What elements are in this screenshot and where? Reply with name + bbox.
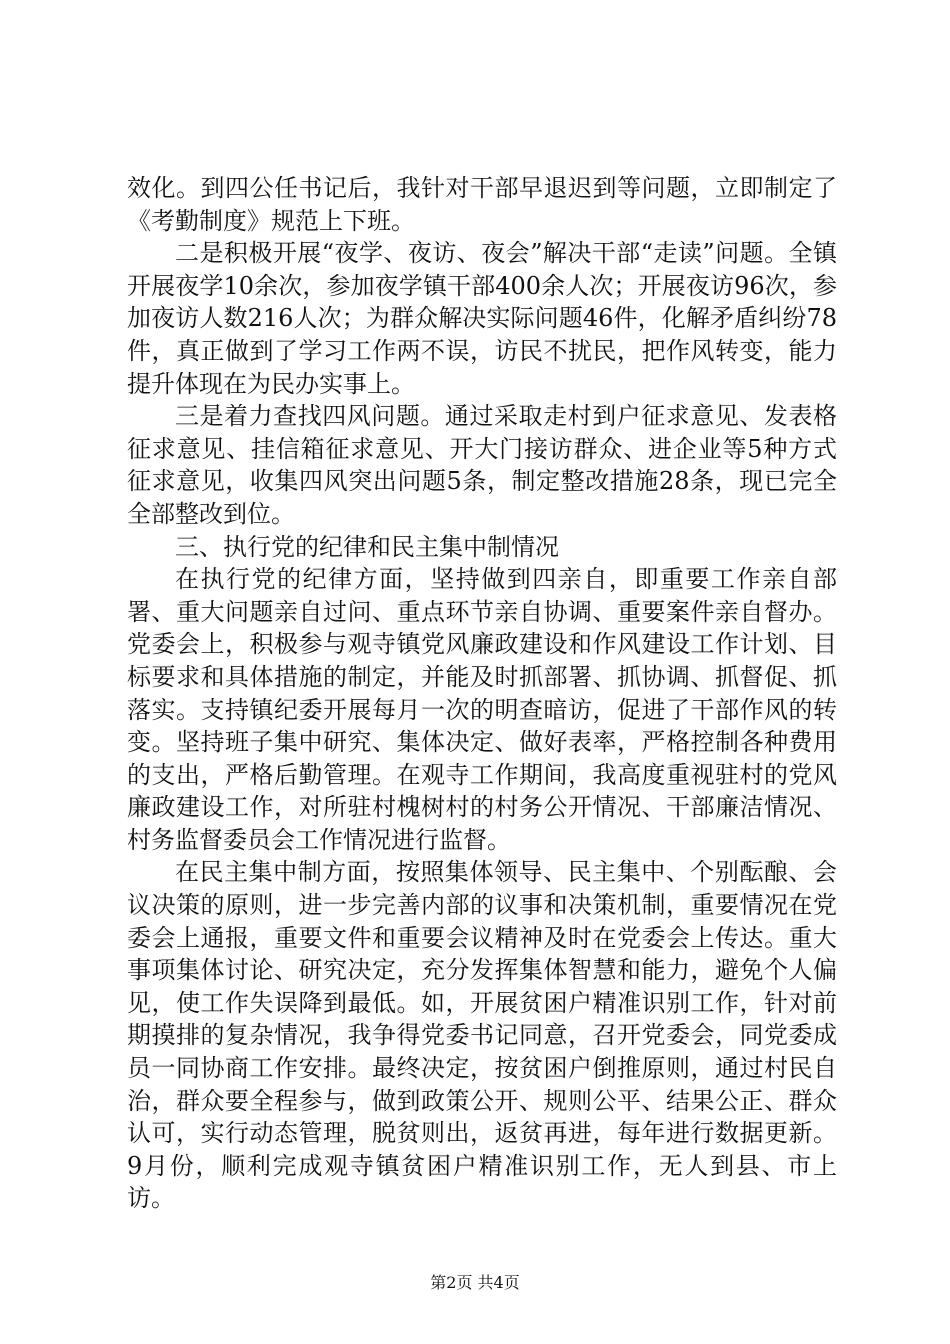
- page-footer: 第2页 共4页: [430, 1273, 520, 1292]
- paragraph-continuation: 效化。到四公任书记后，我针对干部早退迟到等问题，立即制定了《考勤制度》规范上下班。: [127, 174, 837, 235]
- paragraph-party-discipline: 在执行党的纪律方面，坚持做到四亲自，即重要工作亲自部署、重大问题亲自过问、重点环节亲自协调、重要案件亲自督办。党委会上，积极参与观寺镇党风廉政建设和作风建设工作计划、目标要求和具体措施的制定，并能及时抓部署、抓协调、抓督促、抓落实。支持镇纪委开展每月一次的明查暗访，促进了干部作风的转变。坚持班子集中研究、集体决定、做好表率，严格控制各种费用的支出，严格后勤管理。在观寺工作期间，我高度重视驻村的党风廉政建设工作，对所驻村槐树村的村务公开情况、干部廉洁情况、村务监督委员会工作情况进行监督。: [127, 565, 837, 854]
- document-body: [127, 172, 837, 1215]
- paragraph-four-styles: 三是着力查找四风问题。通过采取走村到户征求意见、发表格征求意见、挂信箱征求意见、开大门接访群众、进企业等5种方式征求意见，收集四风突出问题5条，制定整改措施28条，现已完全全部整改到位。: [127, 402, 837, 528]
- paragraph-democratic-centralism: 在民主集中制方面，按照集体领导、民主集中、个别酝酿、会议决策的原则，进一步完善内部的议事和决策机制，重要情况在党委会上通报，重要文件和重要会议精神及时在党委会上传达。重大事项集体讨论、研究决定，充分发挥集体智慧和能力，避免个人偏见，使工作失误降到最低。如，开展贫困户精准识别工作，针对前期摸排的复杂情况，我争得党委书记同意，召开党委会，同党委成员一同协商工作安排。最终决定，按贫困户倒推原则，通过村民自治，群众要全程参与，做到政策公开、规则公平、结果公正、群众认可，实行动态管理，脱贫则出，返贫再进，每年进行数据更新。9月份，顺利完成观寺镇贫困户精准识别工作，无人到县、市上访。: [127, 858, 837, 1213]
- section-heading-discipline: 三、执行党的纪律和民主集中制情况: [175, 532, 559, 561]
- paragraph-night-activities: 二是积极开展“夜学、夜访、夜会”解决干部“走读”问题。全镇开展夜学10余次，参加夜学镇干部400余人次；开展夜访96次，参加夜访人数216人次；为群众解决实际问题46件，化解矛盾纠纷78件，真正做到了学习工作两不误，访民不扰民，把作风转变，能力提升体现在为民办实事上。: [127, 239, 837, 398]
